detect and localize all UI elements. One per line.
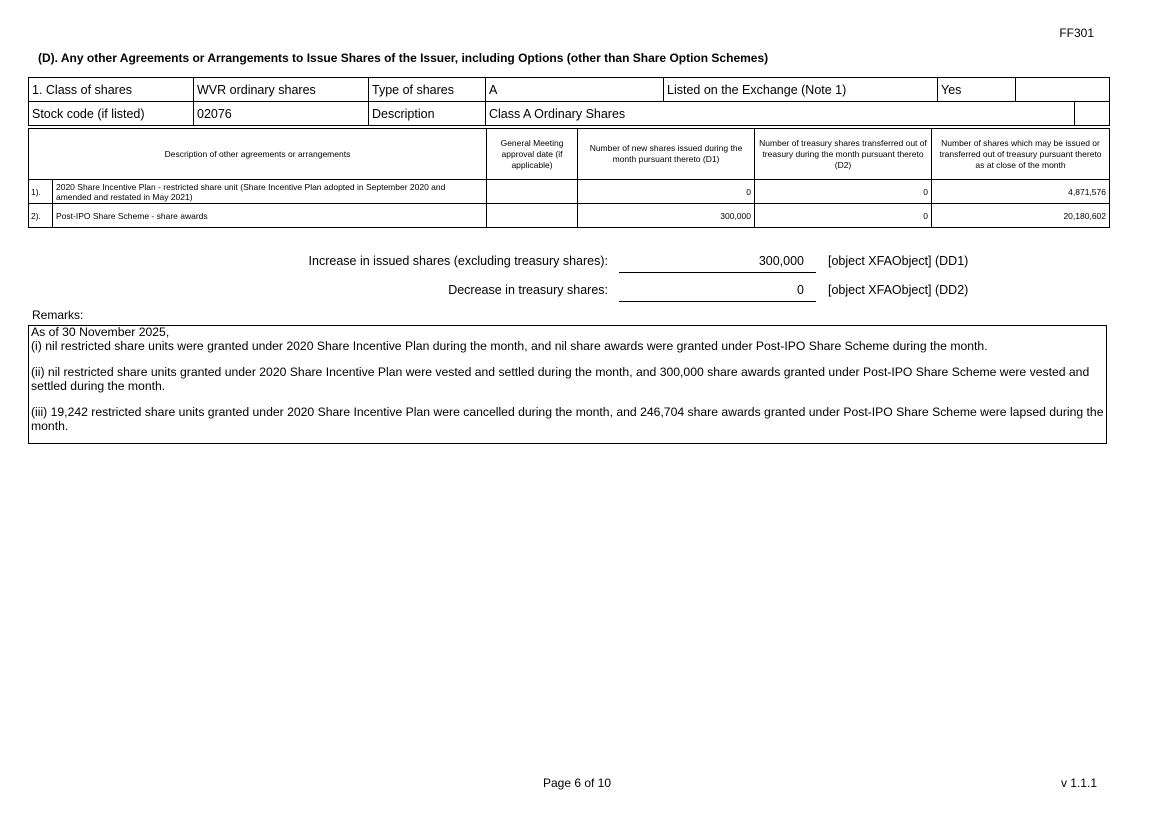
row-new-shares[interactable]: 0: [578, 180, 755, 204]
description-label: Description: [369, 102, 486, 126]
row-index: 1).: [29, 180, 53, 204]
increase-value: 300,000: [758, 254, 804, 268]
header-treasury-transferred: Number of treasury shares transferred out of treasury during the month pursuant thereto (D2): [755, 129, 932, 180]
row-approval-date[interactable]: [487, 204, 578, 228]
description-value[interactable]: Class A Ordinary Shares: [486, 102, 1075, 126]
listed-empty-cell: [1016, 78, 1110, 102]
remarks-intro: As of 30 November 2025,: [31, 325, 170, 339]
remarks-item-1: (i) nil restricted share units were granted under 2020 Share Incentive Plan during the month, and nil share awards were granted under Post-IPO Share Scheme during the month.: [31, 338, 988, 353]
remarks-label: Remarks:: [32, 308, 84, 322]
section-title: (D). Any other Agreements or Arrangements to Issue Shares of the Issuer, including Options (other than Share Option Schemes): [38, 51, 769, 65]
row-index: 2).: [29, 204, 53, 228]
listed-label: Listed on the Exchange (Note 1): [664, 78, 938, 102]
type-of-shares-value[interactable]: A: [486, 78, 664, 102]
row-description[interactable]: Post-IPO Share Scheme - share awards: [53, 204, 487, 228]
arrangements-table: [28, 128, 1110, 228]
remarks-item-3: (iii) 19,242 restricted share units granted under 2020 Share Incentive Plan were cancelled during the month, and 246,704 share awards granted under Post-IPO Share Scheme were lapsed during the month.: [31, 405, 1104, 433]
increase-reference: [object XFAObject] (DD1): [828, 254, 969, 268]
form-code: FF301: [1059, 26, 1094, 40]
header-remaining: Number of shares which may be issued or transferred out of treasury pursuant thereto as at close of the month: [932, 129, 1110, 180]
share-info-table: [28, 77, 1110, 126]
remarks-box[interactable]: [28, 325, 1107, 444]
row-remaining[interactable]: 20,180,602: [932, 204, 1110, 228]
row-approval-date[interactable]: [487, 180, 578, 204]
type-of-shares-label: Type of shares: [369, 78, 486, 102]
class-of-shares-value[interactable]: WVR ordinary shares: [194, 78, 369, 102]
row-treasury-transferred[interactable]: 0: [755, 204, 932, 228]
description-end-cell: [1075, 102, 1110, 126]
table-row: [29, 180, 1110, 204]
row-remaining[interactable]: 4,871,576: [932, 180, 1110, 204]
page-number: Page 6 of 10: [542, 776, 612, 790]
row-description[interactable]: 2020 Share Incentive Plan - restricted share unit (Share Incentive Plan adopted in September 2020 and amended and restated in May 2021): [53, 180, 487, 204]
class-of-shares-label: 1. Class of shares: [29, 78, 194, 102]
row-new-shares[interactable]: 300,000: [578, 204, 755, 228]
stock-code-value[interactable]: 02076: [194, 102, 369, 126]
remarks-item-2: (ii) nil restricted share units granted under 2020 Share Incentive Plan were vested and settled during the month, and 300,000 share awards granted under Post-IPO Share Scheme were vested and settled during the month.: [31, 365, 1090, 393]
increase-label: Increase in issued shares (excluding treasury shares):: [308, 254, 608, 268]
table-row: [29, 204, 1110, 228]
form-version: v 1.1.1: [1060, 776, 1097, 790]
listed-value[interactable]: Yes: [938, 78, 1016, 102]
decrease-value: 0: [797, 283, 804, 297]
stock-code-label: Stock code (if listed): [29, 102, 194, 126]
header-approval-date: General Meeting approval date (if applicable): [487, 129, 578, 180]
row-treasury-transferred[interactable]: 0: [755, 180, 932, 204]
decrease-reference: [object XFAObject] (DD2): [828, 283, 969, 297]
header-description: Description of other agreements or arrangements: [29, 129, 487, 180]
header-new-shares: Number of new shares issued during the month pursuant thereto (D1): [578, 129, 755, 180]
decrease-label: Decrease in treasury shares:: [448, 283, 608, 297]
